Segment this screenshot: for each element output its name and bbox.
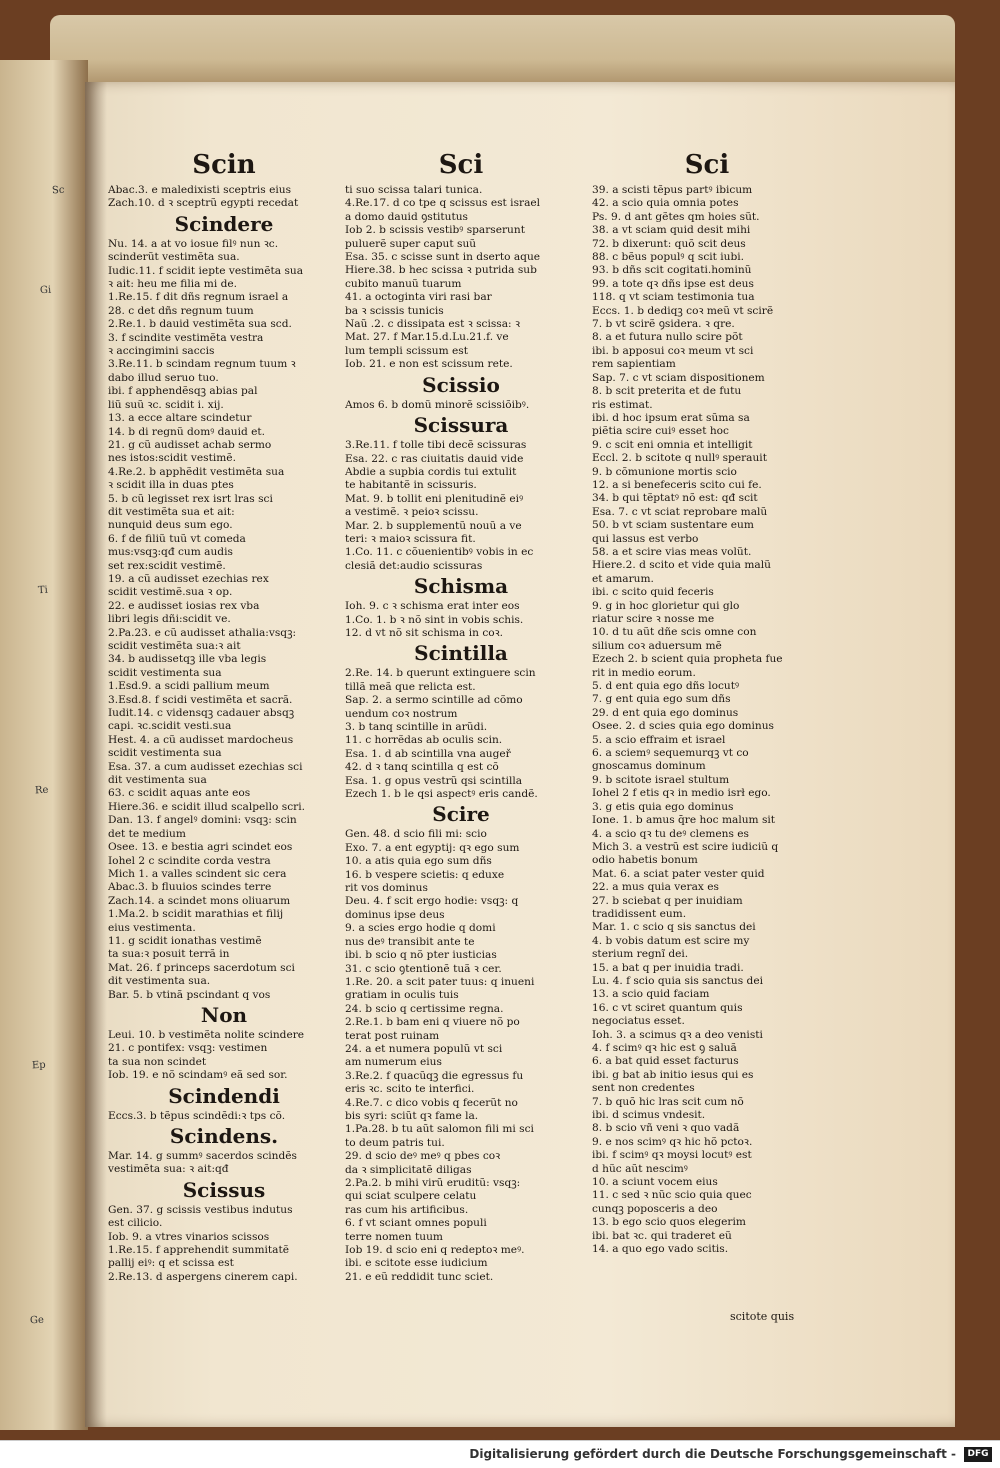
left-fragment: Gi <box>39 284 52 297</box>
entry-line: 3.Esd.8. f scidi vestimẽta et sacrã. <box>108 693 293 706</box>
entry-line: 10. a sciunt vocem eius <box>592 1176 718 1189</box>
entry-line: 8. b scit preterita et de futu <box>592 385 742 398</box>
entry-line: 1.Ma.2. b scidit marathias et filij <box>108 908 284 921</box>
entry-line: 34. b audissetqꝫ ille vba legis <box>108 653 267 666</box>
entry-line: Iudit.14. c vidensqꝫ cadauer absqꝫ <box>108 707 295 720</box>
entry-line: 6. a sciemꝰ sequemurqꝫ vt co <box>592 747 749 760</box>
entry-line: 34. b qui tẽptatꝰ nõ est: qđ scit <box>592 492 758 505</box>
entry-line: Iob 2. b scissis vestibꝰ sparserunt <box>345 224 525 237</box>
column-header: Scin <box>192 150 256 180</box>
entry-line: Iob 19. d scio eni q redeptoꝛ meꝰ. <box>345 1244 525 1257</box>
entry-line: gnoscamus dominum <box>592 760 706 773</box>
entry-line: dabo illud seruo tuo. <box>108 371 219 384</box>
entry-line: 5. a scio effraim et israel <box>592 733 726 746</box>
entry-line: 9. a scies ergo hodie q domi <box>345 922 496 935</box>
entry-line: 10. d tu aũt dñe scis omne con <box>592 626 757 639</box>
entry-line: Esa. 1. g opus vestrũ qsi scintilla <box>345 774 523 787</box>
entry-line: Abac.3. b fluuios scindes terre <box>108 881 272 894</box>
entry-line: tradidissent eum. <box>592 907 687 920</box>
catchword: scitote quis <box>730 1310 795 1323</box>
entry-line: dit vestimenta sua <box>108 774 207 787</box>
entry-line: eius vestimenta. <box>108 921 196 934</box>
entry-line: Hest. 4. a cũ audisset mardocheus <box>108 733 294 746</box>
footer <box>0 1440 1000 1468</box>
entry-line: ta sua non scindet <box>108 1055 207 1068</box>
entry-line: scidit vestimẽta sua:ꝛ ait <box>108 640 241 652</box>
entry-line: 7. b quõ hic lras scit cum nõ <box>592 1095 744 1108</box>
entry-line: Ezech 1. b le qsi aspectꝰ eris candẽ. <box>345 788 538 801</box>
entry-line: 16. b vespere scietis: q eduxe <box>345 868 505 881</box>
entry-line: Mich 3. a vestrũ est scire iudiciũ q <box>592 840 779 853</box>
entry-line: ibi. b scio q nõ pter iusticias <box>345 949 497 962</box>
entry-line: Mich 1. a valles scindent sic cera <box>108 867 287 880</box>
section-heading: Scindens. <box>169 1124 279 1148</box>
entry-line: ibi. d hoc ipsum erat sũma sa <box>592 411 750 424</box>
entry-line: uendum coꝛ nostrum <box>345 707 458 720</box>
entry-line: 4.Re.2. b apphẽdit vestimẽta sua <box>108 465 285 478</box>
entry-line: 1.Re.15. f dit dñs regnum israel a <box>108 291 289 304</box>
entry-line: Esa. 7. c vt sciat reprobare malũ <box>592 505 768 518</box>
entry-line: Leui. 10. b vestimẽta nolite scindere <box>108 1028 305 1041</box>
entry-line: 16. c vt sciret quantum quis <box>592 1001 743 1014</box>
entry-line: cunqꝫ poposceris a deo <box>592 1202 718 1215</box>
entry-line: piẽtia scire cuiꝰ esset hoc <box>592 425 729 438</box>
entry-line: tillã meã que relicta est. <box>345 680 476 693</box>
entry-line: 7. b vt scirẽ ꝯsidera. ꝛ qre. <box>592 318 735 331</box>
entry-line: 19. a cũ audisset ezechias rex <box>108 572 269 585</box>
entry-line: Iob. 9. a vtres vinarios scissos <box>108 1230 270 1243</box>
entry-line: Ioh. 3. a scimus qꝛ a deo venisti <box>592 1028 763 1041</box>
entry-line: 12. d vt nõ sit schisma in coꝛ. <box>345 626 504 639</box>
entry-line: sterium regnĩ dei. <box>592 948 689 961</box>
entry-line: lum templi scissum est <box>345 344 468 357</box>
section-heading: Scissio <box>422 372 500 397</box>
entry-line: 6. f de filiũ tuũ vt comeda <box>108 532 246 545</box>
entry-line: Mar. 1. c scio q sis sanctus dei <box>592 921 756 934</box>
entry-line: Esa. 37. a cum audisset ezechias sci <box>108 760 303 773</box>
entry-line: Eccl. 2. b scitote q nullꝰ sperauit <box>592 452 767 465</box>
entry-line: 42. d ꝛ tanq scintilla q est cõ <box>345 761 499 774</box>
entry-line: Ioh. 9. c ꝛ schisma erat inter eos <box>345 600 520 613</box>
column-1 <box>108 150 340 1284</box>
entry-line: 9. e nos scimꝰ qꝛ hic hõ pctoꝛ. <box>592 1135 753 1148</box>
entry-line: ibi. c scito quid feceris <box>592 586 714 599</box>
entry-line: 22. e audisset iosias rex vba <box>108 599 260 612</box>
entry-line: Iob. 19. e nõ scindamꝰ eã sed sor. <box>108 1069 288 1082</box>
entry-line: 14. b di regnũ domꝰ dauid et. <box>108 425 265 438</box>
entry-line: 4.Re.7. c dico vobis q fecerũt no <box>345 1096 518 1109</box>
entry-line: 5. b cũ legisset rex isrt lras sci <box>108 492 273 505</box>
entry-line: 2.Pa.23. e cũ audisset athalia:vsqꝫ: <box>108 626 297 639</box>
entry-line: rit in medio eorum. <box>592 666 696 679</box>
entry-line: ibi. d scimus vndesit. <box>592 1109 706 1122</box>
entry-line: Mat. 27. f Mar.15.d.Lu.21.f. ve <box>345 331 509 344</box>
entry-line: cubito manuũ tuarum <box>345 277 462 290</box>
entry-line: Gen. 48. d scio fili mi: scio <box>345 828 487 841</box>
entry-line: 4.Re.17. d co tpe q scissus est israel <box>345 197 541 210</box>
entry-line: 3.Re.2. f quacũqꝫ die egressus fu <box>345 1069 524 1082</box>
column-header: Sci <box>438 150 484 180</box>
entry-line: Mar. 2. b supplementũ nouũ a ve <box>345 519 522 532</box>
entry-line: 3.Re.11. f tolle tibi decẽ scissuras <box>345 439 527 452</box>
entry-line: det te medium <box>108 827 186 840</box>
entry-line: 58. a et scire vias meas volũt. <box>592 545 752 558</box>
entry-line: to deum patris tui. <box>345 1136 445 1149</box>
entry-line: silium coꝛ aduersum mẽ <box>592 639 722 652</box>
entry-line: Eccs.3. b tẽpus scindẽdi:ꝛ tps cõ. <box>108 1109 286 1122</box>
entry-line: Sap. 2. a sermo scintille ad cõmo <box>345 694 523 707</box>
entry-line: ꝛ ait: heu me filia mi de. <box>108 278 237 291</box>
entry-line: 1.Esd.9. a scidi pallium meum <box>108 680 270 693</box>
left-fragment: Re <box>34 784 49 797</box>
column-2 <box>345 150 577 1284</box>
entry-line: Ione. 1. b amus q̄re hoc malum sit <box>592 814 776 827</box>
entry-line: Osee. 2. d scies quia ego dominus <box>592 720 774 733</box>
entry-line: 4. f scimꝰ qꝛ hic est ꝯ saluã <box>592 1042 737 1054</box>
entry-line: riatur scire ꝛ nosse me <box>592 613 715 625</box>
entry-line: nus deꝰ transibit ante te <box>345 935 475 948</box>
entry-line: Nu. 14. a at vo iosue filꝰ nun ꝛc. <box>108 237 279 250</box>
entry-line: terre nomen tuum <box>345 1230 443 1243</box>
entry-line: 9. c scit eni omnia et intelligit <box>592 438 753 451</box>
entry-line: Mat. 26. f princeps sacerdotum sci <box>108 961 295 974</box>
section-heading: Scissura <box>413 413 509 438</box>
entry-line: 6. f vt sciant omnes populi <box>345 1217 487 1230</box>
entry-line: 1.Re. 20. a scit pater tuus: q inueni <box>345 975 535 988</box>
entry-line: Ps. 9. d ant gẽtes qm hoies sũt. <box>592 210 760 223</box>
entry-line: 88. c bẽus populꝰ q scit iubi. <box>592 251 745 264</box>
entry-line: 4. b vobis datum est scire my <box>592 934 750 947</box>
section-heading: Scire <box>432 802 490 827</box>
entry-line: ras cum his artificibus. <box>345 1203 469 1216</box>
entry-line: 14. a quo ego vado scitis. <box>592 1243 729 1256</box>
section-heading: Schisma <box>413 574 509 599</box>
entry-line: ibi. f apphendẽsqꝫ abias pal <box>108 385 258 398</box>
entry-line: Gen. 37. g scissis vestibus indutus <box>108 1203 293 1216</box>
entry-line: Mat. 6. a sciat pater vester quid <box>592 867 765 880</box>
entry-line: te habitantẽ in scissuris. <box>345 479 477 492</box>
entry-line: scinderũt vestimẽta sua. <box>108 251 240 264</box>
footer-text: Digitalisierung gefördert durch die Deutsche Forschungsgemeinschaft - <box>469 1447 956 1461</box>
page-edges <box>50 15 955 90</box>
entry-line: 41. a octoginta viri rasi bar <box>345 291 492 304</box>
left-fragment: Sc <box>51 184 65 197</box>
entry-line: 99. a tote qꝛ dñs ipse est deus <box>592 277 754 290</box>
entry-line: ibi. f scimꝰ qꝛ moysi locutꝰ est <box>592 1149 752 1162</box>
entry-line: 9. g in hoc glorietur qui glo <box>592 599 740 612</box>
entry-line: dit vestimenta sua. <box>108 975 211 988</box>
entry-line: 63. c scidit aquas ante eos <box>108 787 251 800</box>
entry-line: ꝛ accingimini saccis <box>108 345 215 358</box>
section-heading: Non <box>200 1002 248 1027</box>
entry-line: 3. b tanq scintille in arũdi. <box>345 721 488 733</box>
entry-line: Hiere.38. b hec scissa ꝛ putrida sub <box>345 264 537 277</box>
entry-line: Hiere.2. d scito et vide quia malũ <box>592 559 771 572</box>
entry-line: scidit vestimenta sua <box>108 747 222 760</box>
entry-line: et amarum. <box>592 572 654 585</box>
entry-line: Iohel 2 f etis qꝛ in medio isrł ego. <box>592 787 771 800</box>
entry-line: 21. c pontifex: vsqꝫ: vestimen <box>108 1042 268 1055</box>
entry-line: Eccs. 1. b dediqꝫ coꝛ meũ vt scirẽ <box>592 304 774 317</box>
entry-line: sent non credentes <box>592 1082 695 1095</box>
entry-line: terat post ruinam <box>345 1029 440 1042</box>
spine-shadow <box>85 82 107 1427</box>
entry-line: 3. f scindite vestimẽta vestra <box>108 331 264 344</box>
entry-line: am numerum eius <box>345 1056 442 1069</box>
left-fragment: Ti <box>37 584 49 597</box>
entry-line: 38. a vt sciam quid desit mihi <box>592 224 751 237</box>
entry-line: Ezech 2. b scient quia propheta fue <box>592 653 783 666</box>
entry-line: ibi. b apposui coꝛ meum vt sci <box>592 344 754 357</box>
entry-line: 21. e eũ reddidit tunc sciet. <box>345 1270 494 1283</box>
entry-line: 1.Co. 1. b ꝛ nõ sint in vobis schis. <box>345 613 524 626</box>
entry-line: nunquid deus sum ego. <box>108 519 233 532</box>
entry-line: 2.Re.1. b bam eni q viuere nõ po <box>345 1016 520 1029</box>
entry-line: Esa. 1. d ab scintilla vna augeř <box>345 747 511 760</box>
entry-line: 1.Co. 11. c cõuenientibꝰ vobis in ec <box>345 546 534 559</box>
entry-line: 31. c scio ꝯtentionẽ tuã ꝛ cer. <box>345 962 502 975</box>
entry-line: 5. d ent quia ego dñs locutꝰ <box>592 680 740 693</box>
entry-line: 8. a et futura nullo scire põt <box>592 331 743 344</box>
entry-line: capi. ꝛc.scidit vesti.sua <box>108 720 232 733</box>
entry-line: ibi. g bat ab initio iesus qui es <box>592 1068 754 1081</box>
column-3 <box>592 150 822 1257</box>
entry-line: ibi. e scitote esse iudicium <box>345 1257 488 1270</box>
entry-line: Hiere.36. e scidit illud scalpello scri. <box>108 800 305 813</box>
entry-line: 9. b cõmunione mortis scio <box>592 465 737 478</box>
entry-line: da ꝛ simplicitatẽ diligas <box>345 1163 472 1176</box>
entry-line: 9. b scitote israel stultum <box>592 773 730 786</box>
entry-line: Esa. 35. c scisse sunt in dserto aque <box>345 251 541 264</box>
entry-line: 3.Re.11. b scindam regnum tuum ꝛ <box>108 358 296 371</box>
entry-line: 118. q vt sciam testimonia tua <box>592 291 755 304</box>
entry-line: 7. g ent quia ego sum dñs <box>592 693 731 706</box>
entry-line: ba ꝛ scissis tunicis <box>345 304 444 317</box>
entry-line: odio habetis bonum <box>592 854 698 867</box>
entry-line: 2.Re.13. d aspergens cinerem capi. <box>108 1270 298 1283</box>
entry-line: 72. b dixerunt: quõ scit deus <box>592 237 746 250</box>
entry-line: est cilicio. <box>108 1217 163 1230</box>
entry-line: 2.Re. 14. b querunt extinguere scin <box>345 667 536 680</box>
entry-line: Dan. 13. f angelꝰ domini: vsqꝫ: scin <box>108 814 297 827</box>
entry-line: 42. a scio quia omnia potes <box>592 197 739 210</box>
entry-line: ris estimat. <box>592 398 653 411</box>
entry-line: 24. b scio q certissime regna. <box>345 1002 504 1015</box>
entry-line: Lu. 4. f scio quia sis sanctus dei <box>592 974 763 987</box>
entry-line: 21. g cũ audisset achab sermo <box>108 438 272 451</box>
entry-line: 2.Re.1. b dauid vestimẽta sua scd. <box>108 318 292 331</box>
dfg-logo: DFG <box>964 1447 992 1462</box>
entry-line: nes istos:scidit vestimẽ. <box>108 452 236 465</box>
entry-line: 8. b scio vñ veni ꝛ quo vadã <box>592 1122 740 1135</box>
entry-line: pallij eiꝰ: q et scissa est <box>108 1257 234 1270</box>
entry-line: qui lassus est verbo <box>592 532 699 545</box>
entry-line: a domo dauid ꝯstitutus <box>345 210 468 223</box>
section-heading: Scindendi <box>168 1083 280 1108</box>
entry-line: 11. c sed ꝛ nũc scio quia quec <box>592 1189 752 1202</box>
section-heading: Scissus <box>182 1177 266 1202</box>
entry-line: 1.Pa.28. b tu aũt salomon fili mi sci <box>345 1123 534 1136</box>
entry-line: Deu. 4. f scit ergo hodie: vsqꝫ: q <box>345 895 519 908</box>
entry-line: Abdie a supbia cordis tui extulit <box>345 465 517 478</box>
section-heading: Scintilla <box>414 641 508 666</box>
entry-line: Sap. 7. c vt sciam dispositionem <box>592 371 765 384</box>
left-fragment: Ge <box>29 1314 45 1327</box>
entry-line: 4. a scio qꝛ tu deꝰ clemens es <box>592 827 749 840</box>
entry-line: scidit vestimenta sua <box>108 666 222 679</box>
left-fragment: Ep <box>31 1059 46 1072</box>
entry-line: Zach.10. d ꝛ sceptrũ egypti recedat <box>108 197 299 210</box>
entry-line: 2.Pa.2. b mihi virũ eruditũ: vsqꝫ: <box>345 1177 521 1189</box>
entry-line: ibi. bat ꝛc. qui traderet eũ <box>592 1229 732 1242</box>
entry-line: Mar. 14. g summꝰ sacerdos scindẽs <box>108 1150 297 1162</box>
entry-line: libri legis dñi:scidit ve. <box>108 613 231 626</box>
entry-line: Zach.14. a scindet mons oliuarum <box>108 894 291 907</box>
entry-line: a vestimẽ. ꝛ peioꝛ scissu. <box>345 506 479 519</box>
entry-line: vestimẽta sua: ꝛ ait:qđ <box>108 1163 229 1176</box>
entry-line: 24. a et numera populũ vt sci <box>345 1042 503 1055</box>
entry-line: 15. a bat q per inuidia tradi. <box>592 961 744 974</box>
entry-line: puluerẽ super caput suũ <box>345 237 477 250</box>
entry-line: Osee. 13. e bestia agri scindet eos <box>108 841 293 854</box>
entry-line: 6. a bat quid esset facturus <box>592 1055 739 1068</box>
entry-line: set rex:scidit vestimẽ. <box>108 559 226 572</box>
entry-line: Bar. 5. b vtinã pscindant q vos <box>108 988 271 1001</box>
entry-line: Mat. 9. b tollit eni plenitudinẽ eiꝰ <box>345 492 524 505</box>
entry-line: teri: ꝛ maioꝛ scissura fit. <box>345 532 476 545</box>
entry-line: ti suo scissa talari tunica. <box>345 184 483 196</box>
entry-line: 29. d scio deꝰ meꝰ q pbes coꝛ <box>345 1150 501 1163</box>
entry-line: ta sua:ꝛ posuit terrã in <box>108 948 230 961</box>
entry-line: 3. g etis quia ego dominus <box>592 800 734 813</box>
entry-line: 39. a scisti tẽpus partꝰ ibicum <box>592 184 753 196</box>
entry-line: scidit vestimẽ.sua ꝛ op. <box>108 586 233 599</box>
entry-line: qui sciat sculpere celatu <box>345 1190 477 1203</box>
entry-line: rem sapientiam <box>592 358 676 371</box>
entry-line: dit vestimẽta sua et ait: <box>108 505 235 518</box>
left-page <box>0 60 88 1430</box>
entry-line: 12. a si benefeceris scito cui fe. <box>592 478 762 491</box>
entry-line: Abac.3. e maledixisti sceptris eius <box>108 184 292 196</box>
entry-line: 11. c horrẽdas ab oculis scin. <box>345 734 503 747</box>
entry-line: eris ꝛc. scito te interfici. <box>345 1083 475 1096</box>
entry-line: 1.Re.15. f apprehendit summitatẽ <box>108 1244 289 1257</box>
entry-line: 10. a atis quia ego sum dñs <box>345 855 492 868</box>
entry-line: ꝛ scidit illa in duas ptes <box>108 479 234 492</box>
entry-line: rit vos dominus <box>345 882 428 895</box>
entry-line: Naũ .2. c dissipata est ꝛ scissa: ꝛ <box>345 318 521 331</box>
entry-line: 13. b ego scio quos elegerim <box>592 1216 746 1229</box>
entry-line: bis syri: sciũt qꝛ fame la. <box>345 1109 479 1122</box>
entry-line: mus:vsqꝫ:qđ cum audis <box>108 546 233 559</box>
entry-line: d hũc aũt nescimꝰ <box>592 1162 688 1175</box>
entry-line: dominus ipse deus <box>345 908 445 921</box>
entry-line: Iudic.11. f scidit iepte vestimẽta sua <box>108 264 304 277</box>
entry-line: 50. b vt sciam sustentare eum <box>592 519 754 532</box>
entry-line: Amos 6. b domũ minorẽ scissiõibꝰ. <box>345 398 530 411</box>
section-heading: Scindere <box>174 211 274 236</box>
entry-line: 93. b dñs scit cogitati.hominũ <box>592 264 752 277</box>
entry-line: Exo. 7. a ent egyptij: qꝛ ego sum <box>345 841 520 854</box>
entry-line: negociatus esset. <box>592 1015 685 1028</box>
entry-line: 22. a mus quia verax es <box>592 881 719 894</box>
entry-line: 13. a ecce altare scindetur <box>108 412 252 425</box>
entry-line: 29. d ent quia ego dominus <box>592 706 739 719</box>
entry-line: 11. g scidit ionathas vestimẽ <box>108 934 262 947</box>
entry-line: clesiã det:audio scissuras <box>345 559 483 572</box>
column-header: Sci <box>684 150 730 180</box>
entry-line: Esa. 22. c ras ciuitatis dauid vide <box>345 452 524 465</box>
entry-line: Iob. 21. e non est scissum rete. <box>345 358 513 371</box>
entry-line: Iohel 2 c scindite corda vestra <box>108 854 271 867</box>
entry-line: 13. a scio quid faciam <box>592 988 710 1001</box>
entry-line: 27. b sciebat q per inuidiam <box>592 894 743 907</box>
entry-line: 28. c det dñs regnum tuum <box>108 304 254 317</box>
entry-line: gratiam in oculis tuis <box>345 989 459 1002</box>
entry-line: liũ suũ ꝛc. scidit i. xij. <box>108 398 224 411</box>
